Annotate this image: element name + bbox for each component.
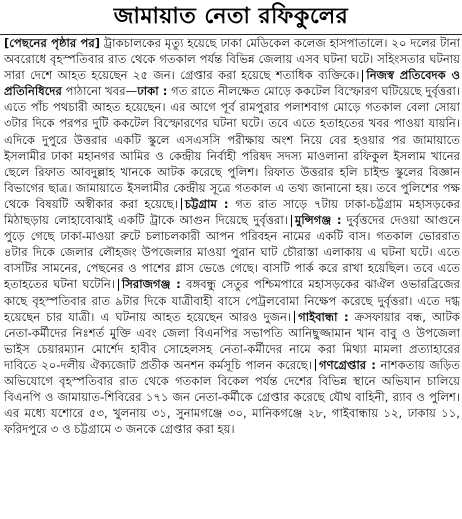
sirajganj-report: বঙ্গবন্ধু সেতুর পশ্চিমপারে মহাসড়কের ঝাঐল ওভারব্রিজের কাছে বৃহস্পতিবার রাত ৯টার দিকে যাত্রীবাহী বাসে পেট্রলবোমা নিক্ষেপ করেছে দুর্বৃত্তরা। এতে দগ্ধ হয়েছেন চার যাত্রী। এ ঘটনায় আহত হয়েছেন আরও দুজন। — [4, 277, 460, 324]
intro-paragraph: ট্রাকচালকের মৃত্যু হয়েছে ঢাকা মেডিকেল কলেজ হাসপাতালে। ২০ দলের টানা অবরোধে বৃহস্পতিবার রাত থেকে গতকাল পর্যন্ত বিভিন্ন জেলায় এসব ঘটনা ঘটে। সহিংসতার ঘটনায় সারা দেশে আহত হয়েছেন ২৫ জন। গ্রেপ্তার করা হয়েছে শতাধিক ব্যক্তিকে। — [4, 36, 460, 83]
dateline-sirajganj: সিরাজগঞ্জ : — [121, 277, 181, 292]
section-divider — [181, 198, 182, 210]
mass-arrest-report: নাশকতায় জড়িত অভিযোগে বৃহস্পতিবার রাত থেকে গতকাল বিকেল পর্যন্ত দেশের বিভিন্ন স্থানে অভিযান চালিয়ে বিএনপি ও জামায়াত-শিবিরের ১৭১ জন নেতা-কর্মীকে গ্রেপ্তার করেছে যৌথ বাহিনী, র‌্যাব ও পুলিশ। এর মধ্যে যশোরে ৫৩, খুলনায় ৩১, সুনামগঞ্জে ৩০, মানিকগঞ্জে ২৮, গাইবান্ধায় ১২, ঢাকায় ১১, ফরিদপুরে ৩ ও চট্টগ্রামে ৩ জনকে গ্রেপ্তার করা হয়। — [4, 357, 460, 437]
dateline-dhaka: ঢাকা : — [137, 84, 168, 99]
article-headline: জামায়াত নেতা রফিকুলের — [113, 3, 349, 29]
dateline-gaibandha: গাইবান্ধা : — [298, 309, 349, 324]
continuation-kicker: [পেছনের পৃষ্ঠার পর] — [4, 36, 101, 50]
byline-rest: পাঠানো খবর— — [61, 84, 138, 99]
section-divider — [118, 279, 119, 291]
section-divider — [362, 70, 363, 82]
dateline-mass-arrest: গণগ্রেপ্তার : — [318, 357, 376, 372]
section-divider — [294, 311, 295, 323]
chattogram-report: গত রাত সাড়ে ৭টায় ঢাকা-চট্টগ্রাম মহাসড়কের মিঠাছড়ায় লোহাবোঝাই একটি ট্রাকে আগুন দিয়েছে দুর্বৃত্তরা। — [4, 196, 460, 228]
gaibandha-report: ক্রসফায়ার বন্ধ, আটক নেতা-কর্মীদের নিঃশর্ত মুক্তি এবং জেলা বিএনপির সভাপতি আনিছুজ্জামান খান বাবু ও উপজেলা ভাইস চেয়ারম্যান মোর্শেদ হাবীব সোহেলসহ নেতা-কর্মীদের নামে করা মিথ্যা মামলা প্রত্যাহারের দাবিতে ২০-দলীয় ঐক্যজোট প্রতীক অনশন কর্মসূচি পালন করেছে। — [4, 309, 460, 372]
article-body — [4, 35, 460, 519]
headline-bar — [0, 0, 462, 35]
dateline-munshiganj: মুন্সিগঞ্জ : — [294, 213, 342, 228]
dhaka-report: গত রাতে নীলক্ষেত মোড়ে ককটেল বিস্ফোরণ ঘটিয়েছে দুর্বৃত্তরা। এতে পাঁচ পথচারী আহত হয়েছেন। এর আগে পূর্ব রামপুরার পলাশবাগ মোড়ে গতকাল বেলা সোয়া ৩টার দিকে পরপর দুটি ককটেল বিস্ফোরণের ঘটনা ঘটে। তবে এতে হতাহতের খবর পাওয়া যায়নি। এদিকে দুপুরে উত্তরার একটি স্কুলে এসএসসি পরীক্ষায় অংশ নিয়ে বের হওয়ার পর জামায়াতে ইসলামীর ঢাকা মহানগর আমির ও কেন্দ্রীয় নির্বাহী পরিষদ সদস্য মাওলানা রফিকুল ইসলাম খানের ছেলে রিফাত আবদুল্লাহ খানকে আটক করেছে পুলিশ। রিফাত উত্তরার হলি চাইল্ড স্কুলের বিজ্ঞান বিভাগের ছাত্র। জামায়াতে ইসলামীর কেন্দ্রীয় সূত্রে গতকাল এ তথ্য জানানো হয়। তবে পুলিশের পক্ষ থেকে বিষয়টি অস্বীকার করা হয়েছে। — [4, 84, 460, 211]
section-divider — [315, 359, 316, 371]
dateline-chattogram: চট্টগ্রাম : — [184, 196, 229, 211]
munshiganj-report: দুর্বৃত্তদের দেওয়া আগুনে পুড়ে গেছে ঢাকা-মাওয়া রুটে চলাচলকারী আপন পরিবহন নামের একটি বাস। গতকাল ভোররাত ৪টার দিকে জেলার লৌহজং উপজেলার মাওয়া পুরান ঘাট চৌরাস্তা এলাকায় এ ঘটনা ঘটে। এতে বাসটির সামনের, পেছনের ও পাশের গ্লাস ভেঙে গেছে। বাসটি পার্ক করে রাখা হয়েছিল। তবে এতে হতাহতের ঘটনা ঘটেনি। — [4, 213, 460, 292]
byline: নিজস্ব প্রতিবেদক ও প্রতিনিধিদের — [4, 68, 460, 99]
section-divider — [291, 215, 292, 227]
